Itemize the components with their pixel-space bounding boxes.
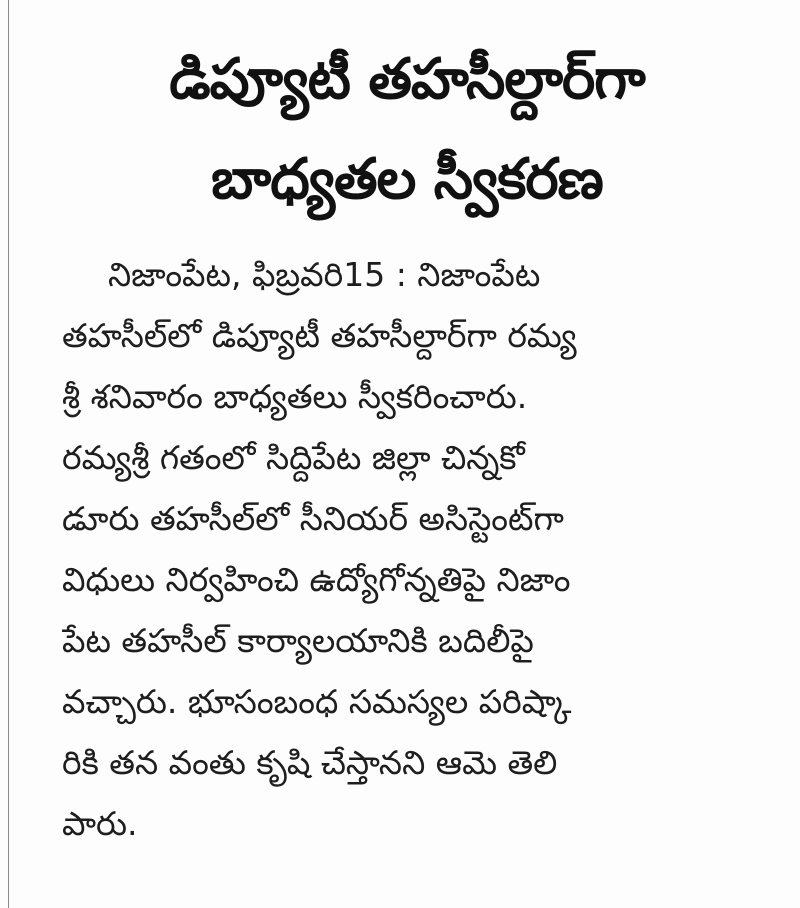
body-line-7: పేట తహసీల్ కార్యాలయానికి బదిలీపై	[62, 621, 534, 660]
article-body	[62, 244, 752, 854]
body-line-6: విధులు నిర్వహించి ఉద్యోగోన్నతిపై నిజాం	[62, 560, 571, 599]
column-rule	[8, 0, 9, 908]
body-line-4: రమ్యశ్రీ గతంలో సిద్దిపేట జిల్లా చిన్నకో	[62, 438, 525, 477]
body-line-8: వచ్చారు. భూసంబంధ సమస్యల పరిష్కా	[62, 682, 572, 721]
body-line-5: డూరు తహసీల్‌లో సీనియర్ అసిస్టెంట్‌గా	[62, 499, 564, 538]
body-line-10: పారు.	[62, 804, 138, 843]
body-line-2: తహసీల్‌లో డిప్యూటీ తహసీల్దార్‌గా రమ్య	[62, 316, 577, 355]
headline-line-2: బాధ్యతల స్వీకరణ	[211, 147, 603, 212]
headline-line-1: డిప్యూటీ తహసీల్దార్‌గా	[169, 47, 645, 112]
body-line-1: నిజాంపేట, ఫిబ్రవరి15 : నిజాంపేట	[108, 255, 541, 294]
article	[62, 30, 752, 854]
headline	[62, 30, 752, 230]
body-line-9: రికి తన వంతు కృషి చేస్తానని ఆమె తెలి	[62, 743, 558, 782]
body-line-3: శ్రీ శనివారం బాధ్యతలు స్వీకరించారు.	[62, 377, 528, 416]
